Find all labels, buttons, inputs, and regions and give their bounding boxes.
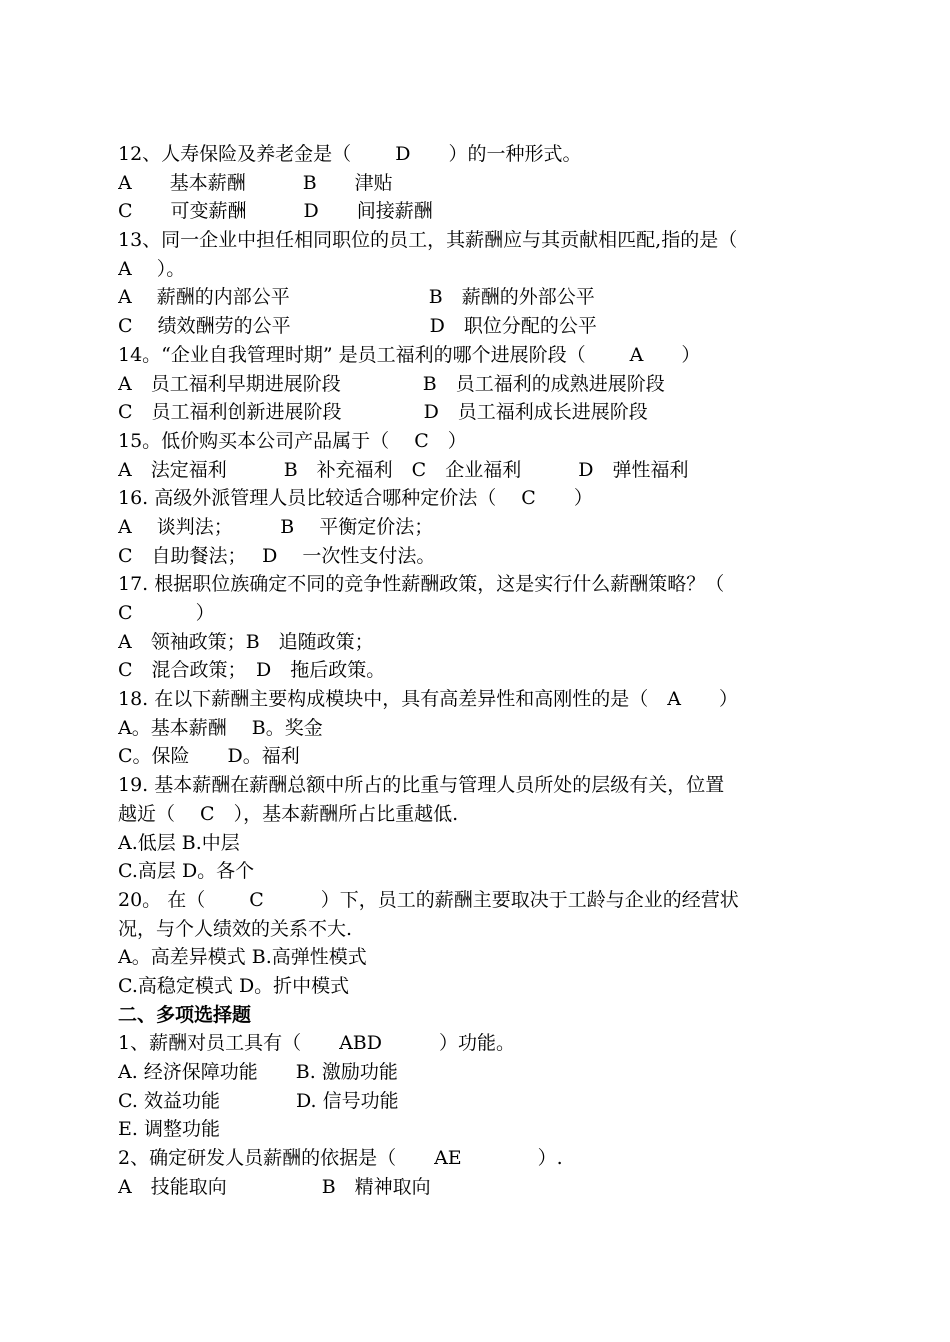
q13-options-ab: A 薪酬的内部公平 B 薪酬的外部公平 — [118, 286, 595, 309]
question-20-continued: 况，与个人绩效的关系不大. — [118, 917, 353, 940]
q18-options-cd: C。保险 D。福利 — [118, 745, 300, 768]
q12-options-ab: A 基本薪酬 B 津贴 — [118, 171, 393, 194]
q16-options-ab: A 谈判法； B 平衡定价法； — [118, 515, 434, 538]
q19-options-cd: C.高层 D。各个 — [118, 860, 255, 883]
multi-question-1: 1、薪酬对员工具有（ ABD ）功能。 — [118, 1032, 516, 1055]
question-13-answer: A ）。 — [118, 257, 186, 280]
multi-question-2: 2、确定研发人员薪酬的依据是（ AE ）. — [118, 1147, 563, 1170]
q20-options-ab: A。高差异模式 B.高弹性模式 — [118, 946, 367, 969]
question-17-answer: C ） — [118, 602, 215, 624]
q16-options-cd: C 自助餐法； D 一次性支付法。 — [118, 544, 436, 567]
q17-options-ab: A 领袖政策；B 追随政策； — [118, 630, 374, 653]
q20-options-cd: C.高稳定模式 D。折中模式 — [118, 974, 350, 997]
question-17: 17. 根据职位族确定不同的竞争性薪酬政策，这是实行什么薪酬策略？（ — [118, 573, 725, 596]
q14-options-cd: C 员工福利创新进展阶段 D 员工福利成长进展阶段 — [118, 401, 648, 424]
q14-options-ab: A 员工福利早期进展阶段 B 员工福利的成熟进展阶段 — [118, 372, 665, 395]
mq1-options-ab: A. 经济保障功能 B. 激励功能 — [118, 1061, 398, 1083]
q19-options-ab: A.低层 B.中层 — [118, 831, 240, 854]
q18-options-ab: A。基本薪酬 B。奖金 — [118, 716, 323, 739]
question-19-continued: 越近（ C ），基本薪酬所占比重越低. — [118, 802, 459, 825]
question-20: 20。 在（ C ）下，员工的薪酬主要取决于工龄与企业的经营状 — [118, 888, 739, 911]
q12-options-cd: C 可变薪酬 D 间接薪酬 — [118, 200, 433, 223]
q13-options-cd: C 绩效酬劳的公平 D 职位分配的公平 — [118, 315, 597, 338]
question-12: 12、人寿保险及养老金是（ D ）的一种形式。 — [118, 143, 582, 165]
mq1-option-e: E. 调整功能 — [118, 1118, 220, 1141]
mq1-options-cd: C. 效益功能 D. 信号功能 — [118, 1089, 399, 1112]
question-list — [118, 140, 840, 1201]
q15-options: A 法定福利 B 补充福利 C 企业福利 D 弹性福利 — [118, 458, 689, 481]
question-13: 13、同一企业中担任相同职位的员工，其薪酬应与其贡献相匹配,指的是（ — [118, 229, 738, 252]
question-19: 19. 基本薪酬在薪酬总额中所占的比重与管理人员所处的层级有关，位置 — [118, 774, 725, 797]
question-18: 18. 在以下薪酬主要构成模块中，具有高差异性和高刚性的是（ A ） — [118, 688, 738, 711]
question-14: 14。“企业自我管理时期” 是员工福利的哪个进展阶段（ A ） — [118, 343, 701, 366]
section-heading: 二、多项选择题 — [118, 1003, 252, 1026]
question-15: 15。低价购买本公司产品属于（ C ） — [118, 429, 467, 452]
question-16: 16. 高级外派管理人员比较适合哪种定价法（ C ） — [118, 487, 593, 510]
mq2-options-ab: A 技能取向 B 精神取向 — [118, 1175, 431, 1198]
q17-options-cd: C 混合政策； D 拖后政策。 — [118, 659, 386, 682]
